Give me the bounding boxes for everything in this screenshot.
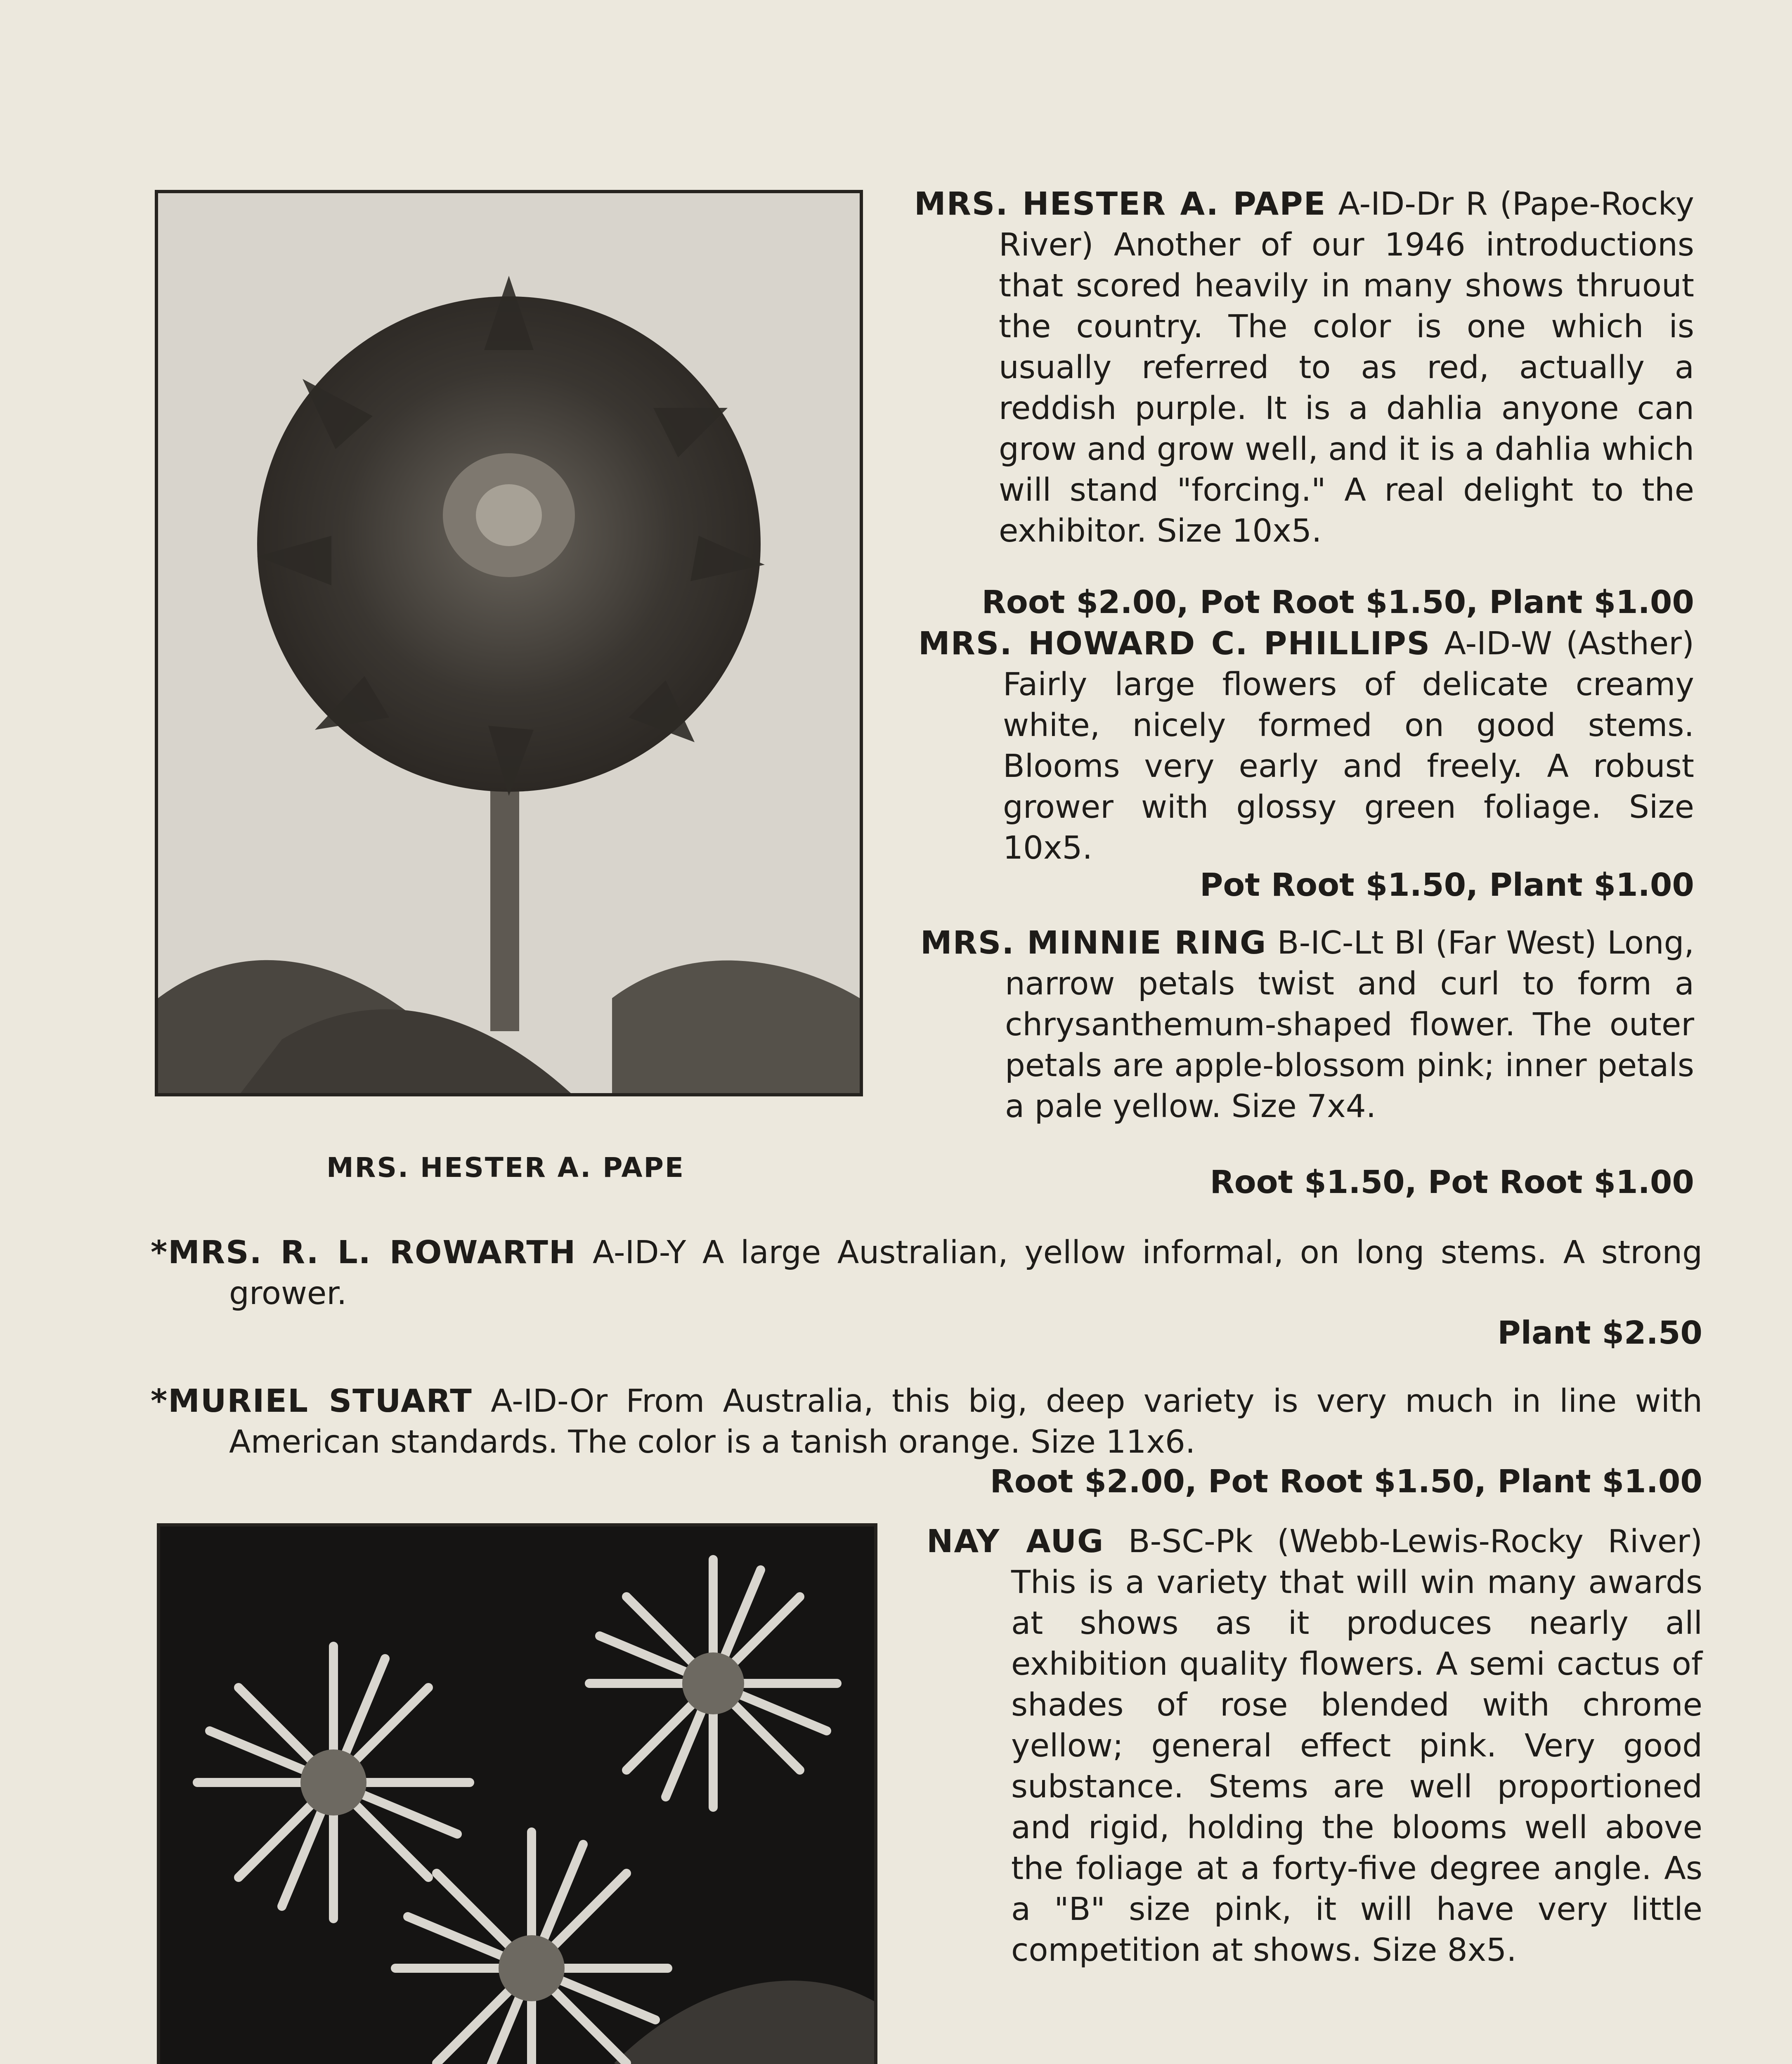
entry-name: MRS. HOWARD C. PHILLIPS [918,625,1431,662]
photo-nay-aug [157,1523,877,2064]
price-mrs-r-l-rowarth: Plant $2.50 [1497,1315,1702,1352]
entry-mrs-r-l-rowarth [151,1232,1702,1314]
photo-mrs-hester-a-pape [155,190,863,1096]
entry-name: NAY AUG [927,1523,1104,1560]
price-muriel-stuart: Root $2.00, Pot Root $1.50, Plant $1.00 [990,1463,1702,1500]
entry-description: A-ID-Or From Australia, this big, deep variety is very much in line with American standards. The color is a tanish orange. Size 11x6. [229,1383,1702,1460]
price-nay-aug [927,2062,1707,2064]
price-mrs-hester-a-pape: Root $2.00, Pot Root $1.50, Plant $1.00 [981,584,1694,621]
cactus-dahlia-illustration [160,1527,874,2064]
caption-mrs-hester-a-pape: MRS. HESTER A. PAPE [326,1152,685,1183]
entry-description: B-IC-Lt Bl (Far West) Long, narrow petals twist and curl to form a chrysanthemum-shaped flower. The outer petals are apple-blossom pink; inner petals a pale yellow. Size 7x4. [1005,925,1694,1125]
entry-mrs-howard-c-phillips [918,623,1694,869]
dahlia-illustration [158,193,860,1093]
entry-description: A-ID-Dr R (Pape-Rocky River) Another of our 1946 introductions that scored heavily in many shows thruout the country. The color is one which is usually referred to as red, actually a reddish purple. It is a dahlia anyone can grow and grow well, and it is a dahlia which will stand "forcing." A real delight to the exhibitor. Size 10x5. [999,186,1694,549]
entry-name: MRS. MINNIE RING [920,925,1267,961]
entry-muriel-stuart [151,1381,1702,1463]
entry-description: B-SC-Pk (Webb-Lewis-Rocky River) This is a variety that will win many awards at shows as it produces nearly all exhibition quality flowers. A semi cactus of shades of rose blended with chrome yellow; general effect pink. Very good substance. Stems are well proportioned and rigid, holding the blooms well above the foliage at a forty-five degree angle. As a "B" size pink, it will have very little competition at shows. Size 8x5. [1011,1523,1702,1969]
price-mrs-minnie-ring: Root $1.50, Pot Root $1.00 [1210,1164,1694,1201]
entry-description: A-ID-W (Asther) Fairly large flowers of delicate creamy white, nicely formed on good stems. Blooms very early and freely. A robust grower with glossy green foliage. Size 10x5. [1003,625,1694,866]
entry-name: *MRS. R. L. ROWARTH [151,1234,577,1271]
entry-mrs-hester-a-pape [914,184,1694,552]
entry-description: A-ID-Y A large Australian, yellow informal, on long stems. A strong grower. [229,1234,1702,1312]
entry-mrs-minnie-ring [920,923,1694,1127]
entry-nay-aug [927,1521,1702,1971]
price-mrs-howard-c-phillips: Pot Root $1.50, Plant $1.00 [1199,867,1694,904]
entry-name: *MURIEL STUART [151,1383,473,1420]
entry-name: MRS. HESTER A. PAPE [914,186,1326,222]
